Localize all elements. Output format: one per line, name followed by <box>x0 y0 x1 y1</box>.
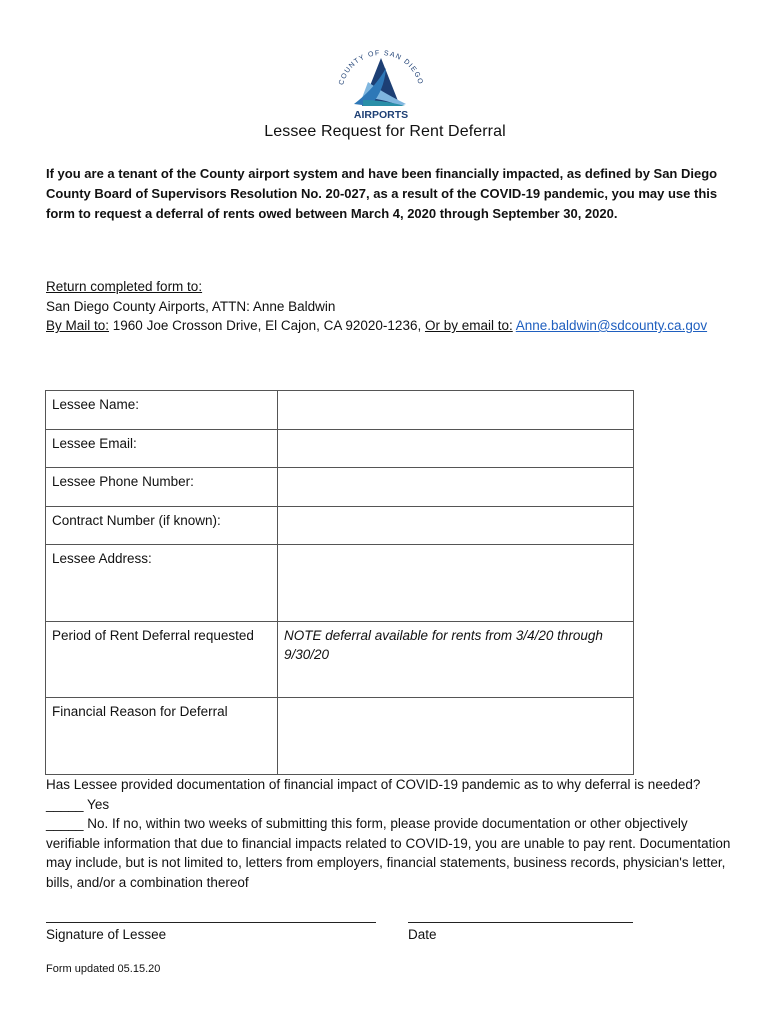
table-row <box>46 622 634 698</box>
lessee-info-table <box>45 390 634 775</box>
yes-label: Yes <box>83 796 110 812</box>
contract-number-label: Contract Number (if known): <box>46 507 278 545</box>
deferral-period-label: Period of Rent Deferral requested <box>46 622 278 698</box>
lessee-name-field[interactable] <box>278 391 634 430</box>
lessee-address-field[interactable] <box>278 545 634 622</box>
table-row <box>46 430 634 468</box>
mail-label: By Mail to: <box>46 318 110 333</box>
email-link[interactable]: Anne.baldwin@sdcounty.ca.gov <box>515 318 708 333</box>
lessee-address-label: Lessee Address: <box>46 545 278 622</box>
signature-line[interactable] <box>46 922 376 923</box>
logo-wordmark: AIRPORTS <box>353 109 409 121</box>
email-label: Or by email to: <box>424 318 513 333</box>
date-label: Date <box>408 927 437 942</box>
intro-paragraph: If you are a tenant of the County airport system and have been financially impacted, as defined by San Diego County Board of Supervisors Resolution No. 20-027, as a result of the COVID-19 pandemic, you may use this form to request a deferral of rents owed between March 4, 2020 through September 30, 2020. <box>46 166 718 221</box>
return-instructions <box>46 277 746 336</box>
form-updated-note: Form updated 05.15.20 <box>46 963 161 975</box>
logo-arc-text: COUNTY OF SAN DIEGO <box>338 49 424 86</box>
no-option[interactable] <box>46 814 736 892</box>
return-heading: Return completed form to: <box>46 279 203 294</box>
mail-address: 1960 Joe Crosson Drive, El Cajon, CA 92020-1236, <box>109 318 425 333</box>
table-row <box>46 698 634 775</box>
deferral-period-field[interactable]: NOTE deferral available for rents from 3/4/20 through 9/30/20 <box>278 622 634 698</box>
county-airports-logo <box>330 48 432 122</box>
documentation-section <box>46 775 736 892</box>
return-attn: San Diego County Airports, ATTN: Anne Baldwin <box>46 298 336 314</box>
yes-blank[interactable]: _____ <box>46 796 84 812</box>
lessee-phone-label: Lessee Phone Number: <box>46 468 278 507</box>
date-line[interactable] <box>408 922 633 923</box>
documentation-question: Has Lessee provided documentation of financial impact of COVID-19 pandemic as to why deferral is needed? <box>46 777 701 792</box>
table-row <box>46 468 634 507</box>
financial-reason-field[interactable] <box>278 698 634 775</box>
no-blank[interactable]: _____ <box>46 816 84 831</box>
table-row <box>46 391 634 430</box>
financial-reason-label: Financial Reason for Deferral <box>46 698 278 775</box>
lessee-phone-field[interactable] <box>278 468 634 507</box>
lessee-name-label: Lessee Name: <box>46 391 278 430</box>
contract-number-field[interactable] <box>278 507 634 545</box>
lessee-email-label: Lessee Email: <box>46 430 278 468</box>
table-row <box>46 507 634 545</box>
lessee-email-field[interactable] <box>278 430 634 468</box>
signature-label: Signature of Lessee <box>46 927 167 942</box>
yes-option[interactable] <box>46 795 736 815</box>
no-explanation: No. If no, within two weeks of submitting this form, please provide documentation or other objectively verifiable information that due to financial impacts related to COVID-19, you are unable to pay rent. Documentation may include, but is not limited to, letters from employers, financial statements, business records, physician's letter, bills, and/or a combination thereof <box>46 816 731 890</box>
table-row <box>46 545 634 622</box>
form-title: Lessee Request for Rent Deferral <box>264 123 506 140</box>
return-mail-line <box>46 316 746 336</box>
